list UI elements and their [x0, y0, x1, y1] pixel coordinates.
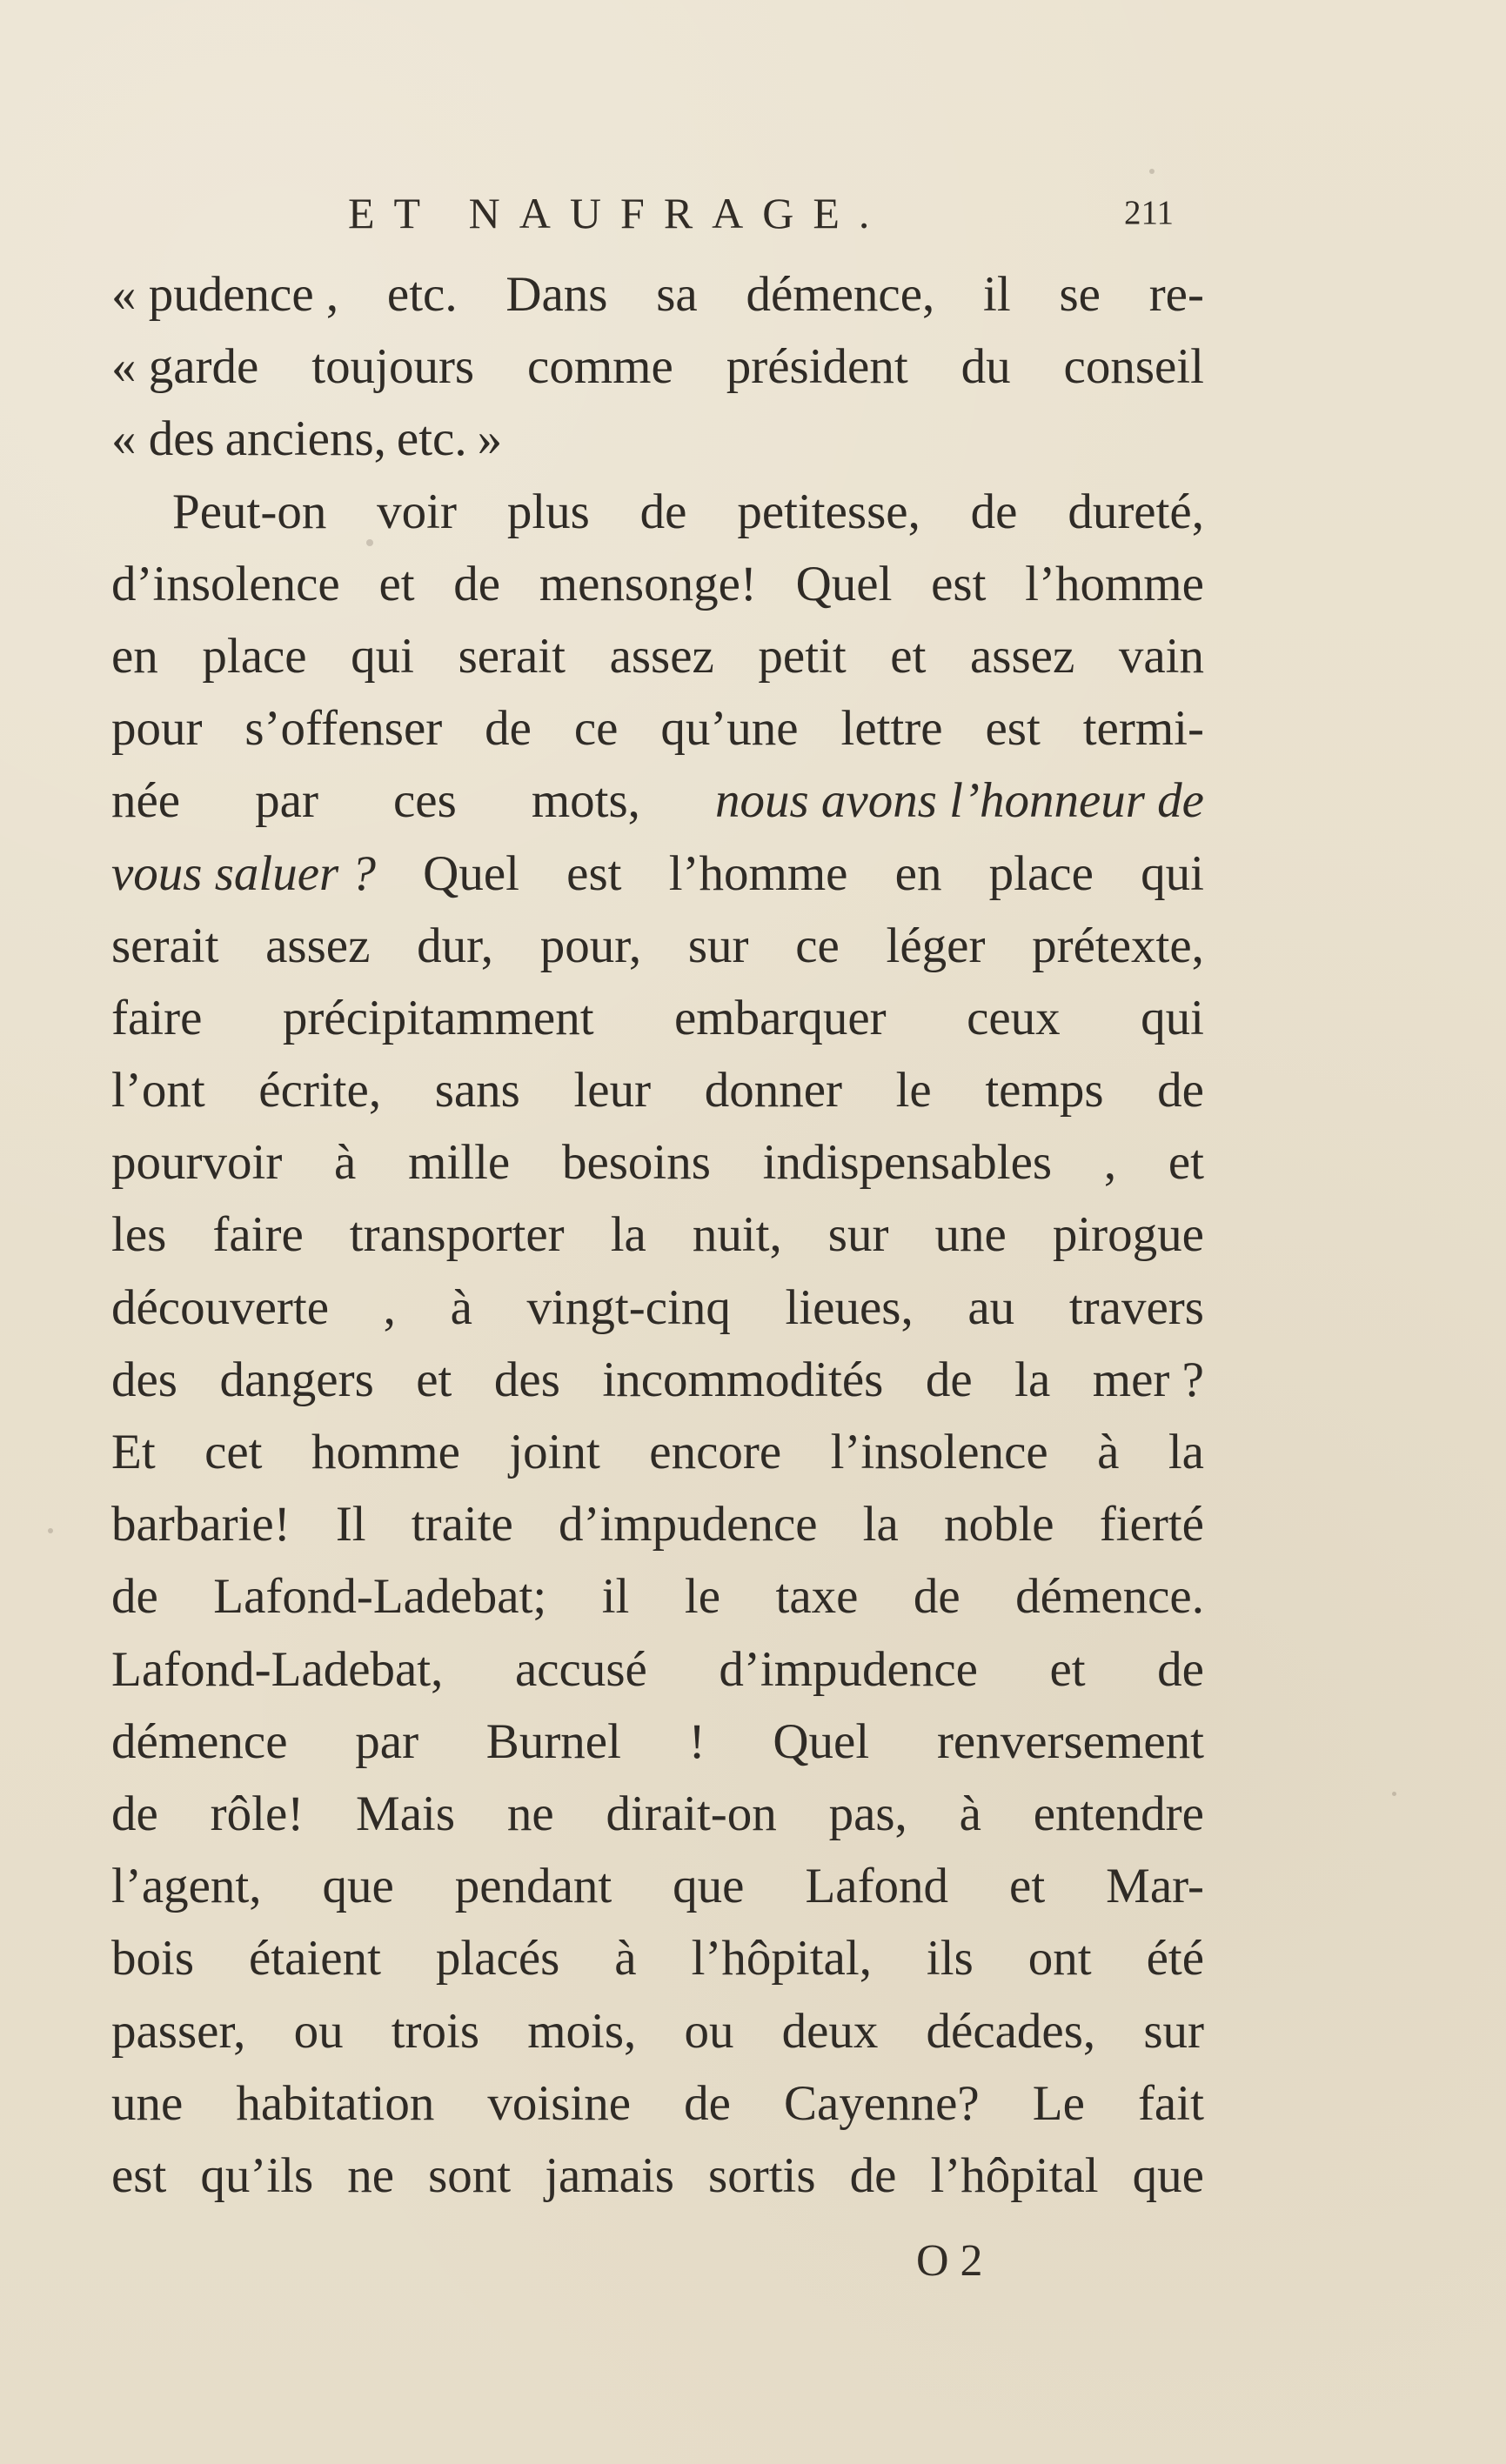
text-word: dirait-on: [606, 1786, 777, 1841]
text-word: entendre: [1033, 1786, 1204, 1841]
text-word: sur: [687, 918, 749, 973]
text-word: pour: [111, 701, 203, 757]
text-word: démence,: [746, 267, 935, 322]
text-word: pourvoir: [111, 1135, 283, 1191]
text-word: faire: [111, 990, 203, 1045]
text-word: etc.: [396, 411, 467, 467]
text-word: qui: [1141, 990, 1204, 1045]
text-word: ,: [1103, 1135, 1117, 1191]
text-word: incommodités: [602, 1352, 884, 1407]
text-word: plus: [506, 484, 590, 539]
text-word: assez: [609, 628, 714, 684]
text-word: l’agent,: [111, 1859, 262, 1914]
text-word: petitesse,: [737, 484, 920, 539]
text-word: dangers: [219, 1352, 374, 1407]
text-word: Lafond: [805, 1859, 949, 1914]
text-word: ces: [392, 773, 457, 829]
text-word: ils: [926, 1931, 974, 1987]
text-word: été: [1146, 1931, 1204, 1987]
text-word: en: [894, 845, 942, 901]
text-word: Mar-: [1106, 1859, 1204, 1914]
text-line: [111, 1054, 1204, 1126]
text-word: qui: [351, 628, 415, 684]
page-number: 211: [1124, 194, 1175, 231]
text-word: l’homme: [1025, 556, 1204, 611]
text-line: [111, 982, 1204, 1054]
paper-speck: [1392, 1792, 1396, 1796]
text-line: [111, 1922, 1204, 1994]
text-word: pendant: [454, 1859, 612, 1914]
text-word: qu’une: [660, 701, 799, 757]
text-word: accusé: [514, 1641, 647, 1697]
text-line: [111, 1272, 1204, 1344]
text-word: à: [1097, 1425, 1120, 1479]
text-word: démence.: [1015, 1569, 1204, 1625]
text-word: par: [255, 773, 318, 829]
text-word: prétexte,: [1032, 918, 1204, 973]
text-word: l’ont: [111, 1063, 205, 1118]
text-word: l’hôpital: [930, 2147, 1099, 2203]
text-word: temps: [985, 1063, 1104, 1118]
text-word: les: [111, 1207, 167, 1263]
text-word: ont: [1027, 1931, 1092, 1987]
text-word: à: [450, 1279, 472, 1335]
text-word: « des: [111, 411, 215, 467]
text-word: sur: [1143, 2003, 1204, 2059]
text-line: [111, 838, 1204, 910]
text-line: [111, 1778, 1204, 1850]
text-word: toujours: [311, 339, 475, 395]
signature-mark: O 2: [916, 2236, 983, 2286]
italic-phrase: vous saluer ?: [111, 845, 376, 901]
text-word: Cayenne?: [783, 2075, 980, 2131]
text-word: pas,: [828, 1786, 907, 1841]
text-word: et: [1009, 1859, 1046, 1914]
text-word: transporter: [349, 1207, 565, 1263]
text-word: place: [988, 845, 1094, 901]
text-word: née: [111, 773, 181, 829]
text-word: voir: [377, 484, 457, 539]
text-word: bois: [111, 1931, 195, 1987]
text-word: vingt-cinq: [526, 1279, 731, 1335]
text-word: faire: [212, 1207, 304, 1263]
text-word: pirogue: [1052, 1207, 1204, 1263]
text-word: l’hôpital,: [691, 1931, 872, 1987]
text-line: [111, 548, 1204, 620]
text-word: Quel: [423, 845, 519, 901]
text-word: président: [726, 339, 908, 395]
text-word: de: [453, 556, 501, 611]
text-word: termi-: [1082, 701, 1204, 757]
text-word: ou: [684, 2003, 734, 2059]
text-word: des: [493, 1352, 560, 1407]
text-word: noble: [943, 1497, 1054, 1553]
text-word: cet: [204, 1425, 263, 1479]
text-word: au: [967, 1279, 1015, 1335]
text-line: [111, 1416, 1204, 1488]
text-word: Il: [335, 1497, 366, 1553]
text-word: renversement: [936, 1713, 1204, 1769]
text-word: ceux: [967, 990, 1061, 1045]
text-line: [111, 1850, 1204, 1922]
text-word: vain: [1118, 628, 1204, 684]
text-word: serait: [111, 918, 219, 973]
text-word: trois: [391, 2003, 480, 2059]
text-word: habitation: [236, 2075, 435, 2131]
text-word: est: [111, 2147, 167, 2203]
text-word: l’homme: [668, 845, 848, 901]
text-word: rôle!: [210, 1786, 305, 1841]
text-word: petit: [758, 628, 847, 684]
text-word: lieues,: [785, 1279, 914, 1335]
text-word: conseil: [1063, 339, 1204, 395]
text-word: joint: [509, 1425, 600, 1479]
text-word: taxe: [775, 1569, 859, 1625]
text-word: Dans: [505, 267, 608, 322]
text-word: deux: [781, 2003, 879, 2059]
text-word: ou: [293, 2003, 344, 2059]
text-word: de: [111, 1786, 158, 1841]
text-line: [111, 1633, 1204, 1706]
text-word: Le: [1032, 2075, 1085, 2131]
text-word: d’impudence: [558, 1497, 818, 1553]
text-word: etc.: [386, 267, 458, 322]
text-word: s’offenser: [244, 701, 443, 757]
text-word: mots,: [531, 773, 640, 829]
text-word: de: [1157, 1063, 1204, 1118]
text-word: découverte: [111, 1279, 330, 1335]
text-word: sans: [434, 1063, 520, 1118]
text-word: embarquer: [673, 990, 887, 1045]
text-word: est: [931, 556, 987, 611]
text-line: [111, 2140, 1204, 2212]
text-word: à: [959, 1786, 981, 1841]
text-word: il: [983, 267, 1011, 322]
text-word: léger: [886, 918, 986, 973]
text-word: mille: [408, 1135, 511, 1191]
text-word: en: [111, 628, 158, 684]
text-word: travers: [1068, 1279, 1204, 1335]
text-word: le: [684, 1569, 721, 1625]
body-text: [111, 258, 1204, 2212]
paper-speck: [366, 539, 373, 546]
text-word: de: [849, 2147, 897, 2203]
text-line: [111, 476, 1204, 548]
text-line: [111, 910, 1204, 982]
text-word: la: [610, 1207, 646, 1263]
text-line: [111, 1344, 1204, 1416]
text-word: une: [111, 2075, 184, 2131]
text-word: de: [925, 1352, 973, 1407]
text-word: d’impudence: [719, 1641, 978, 1697]
text-line: [111, 1706, 1204, 1778]
text-line: [111, 620, 1204, 692]
text-word: et: [416, 1352, 452, 1407]
text-word: Burnel: [485, 1713, 621, 1769]
text-word: de: [684, 2075, 731, 2131]
text-word: barbarie!: [111, 1497, 291, 1553]
text-word: de: [111, 1569, 158, 1625]
text-word: re-: [1148, 267, 1204, 322]
text-word: et: [378, 556, 415, 611]
text-word: l’insolence: [830, 1425, 1048, 1479]
text-word: ce: [573, 701, 619, 757]
text-word: homme: [311, 1425, 460, 1479]
text-word: ce: [795, 918, 840, 973]
text-line: [111, 1995, 1204, 2067]
text-word: comme: [527, 339, 673, 395]
text-word: il: [601, 1569, 630, 1625]
text-word: sont: [428, 2147, 512, 2203]
text-word: de: [913, 1569, 960, 1625]
text-word: assez: [265, 918, 371, 973]
text-word: et: [890, 628, 927, 684]
text-word: des: [111, 1352, 177, 1407]
text-word: se: [1059, 267, 1101, 322]
text-word: du: [960, 339, 1011, 395]
page-header: [0, 188, 1506, 249]
text-word: sortis: [708, 2147, 816, 2203]
text-word: jamais: [545, 2147, 674, 2203]
text-word: et: [1049, 1641, 1086, 1697]
text-word: fait: [1137, 2075, 1204, 2131]
text-word: ne: [347, 2147, 395, 2203]
text-line: [111, 331, 1204, 403]
text-line: [111, 692, 1204, 765]
text-word: à: [614, 1931, 637, 1987]
text-word: est: [985, 701, 1041, 757]
text-line: [111, 1488, 1204, 1560]
text-word: encore: [649, 1425, 782, 1479]
paper-speck: [48, 1528, 53, 1533]
text-word: nuit,: [692, 1207, 782, 1263]
text-word: par: [355, 1713, 419, 1769]
text-word: le: [895, 1063, 932, 1118]
text-word: décades,: [926, 2003, 1096, 2059]
text-word: « pudence ,: [111, 267, 339, 322]
text-line: [111, 1126, 1204, 1199]
text-word: »: [477, 411, 503, 467]
text-word: mer ?: [1092, 1352, 1204, 1407]
text-word: pour,: [539, 918, 642, 973]
text-word: Et: [111, 1425, 156, 1479]
text-word: qui: [1141, 845, 1204, 901]
text-word: dureté,: [1068, 484, 1204, 539]
text-word: Mais: [356, 1786, 456, 1841]
text-word: Quel: [773, 1713, 870, 1769]
text-word: donner: [704, 1063, 842, 1118]
text-word: place: [202, 628, 307, 684]
text-word: lettre: [840, 701, 943, 757]
text-word: traite: [411, 1497, 513, 1553]
text-word: anciens,: [224, 411, 386, 467]
text-word: assez: [969, 628, 1075, 684]
text-word: qu’ils: [200, 2147, 314, 2203]
text-word: une: [934, 1207, 1007, 1263]
text-word: d’insolence: [111, 556, 340, 611]
text-word: que: [673, 1859, 745, 1914]
text-word: Lafond-Ladebat,: [111, 1641, 444, 1697]
text-word: à: [334, 1135, 357, 1191]
text-word: mensonge!: [539, 556, 757, 611]
text-word: sa: [656, 267, 698, 322]
italic-phrase: nous avons l’honneur de: [714, 773, 1204, 829]
text-word: écrite,: [258, 1063, 382, 1118]
text-word: précipitamment: [282, 990, 594, 1045]
text-word: !: [688, 1713, 706, 1769]
text-word: que: [322, 1859, 394, 1914]
text-word: ,: [383, 1279, 396, 1335]
text-word: « garde: [111, 339, 259, 395]
text-word: Quel: [795, 556, 893, 611]
text-word: leur: [573, 1063, 652, 1118]
text-word: Peut-on: [172, 484, 327, 539]
text-word: de: [639, 484, 687, 539]
text-word: ne: [506, 1786, 554, 1841]
text-word: de: [485, 701, 532, 757]
text-word: dur,: [417, 918, 494, 973]
text-word: la: [862, 1497, 899, 1553]
running-title: ET NAUFRAGE.: [348, 189, 889, 237]
text-word: voisine: [487, 2075, 632, 2131]
paper-speck: [1149, 169, 1155, 174]
text-word: étaient: [249, 1931, 381, 1987]
text-word: passer,: [111, 2003, 246, 2059]
text-word: placés: [435, 1931, 560, 1987]
text-word: démence: [111, 1713, 288, 1769]
text-word: serait: [458, 628, 566, 684]
text-word: que: [1132, 2147, 1204, 2203]
text-word: sur: [827, 1207, 889, 1263]
text-line: [111, 258, 1204, 331]
text-line: [111, 403, 1204, 475]
text-line: [111, 1199, 1204, 1271]
text-line: [111, 2067, 1204, 2140]
text-word: mois,: [527, 2003, 637, 2059]
text-word: la: [1168, 1425, 1204, 1479]
text-word: de: [970, 484, 1018, 539]
text-word: la: [1014, 1352, 1051, 1407]
text-word: et: [1168, 1135, 1204, 1191]
text-word: est: [566, 845, 622, 901]
text-word: fierté: [1099, 1497, 1204, 1553]
text-word: besoins: [561, 1135, 711, 1191]
text-word: de: [1157, 1641, 1204, 1697]
text-line: [111, 765, 1204, 837]
text-word: indispensables: [762, 1135, 1053, 1191]
text-line: [111, 1560, 1204, 1633]
text-word: Lafond-Ladebat;: [213, 1569, 547, 1625]
